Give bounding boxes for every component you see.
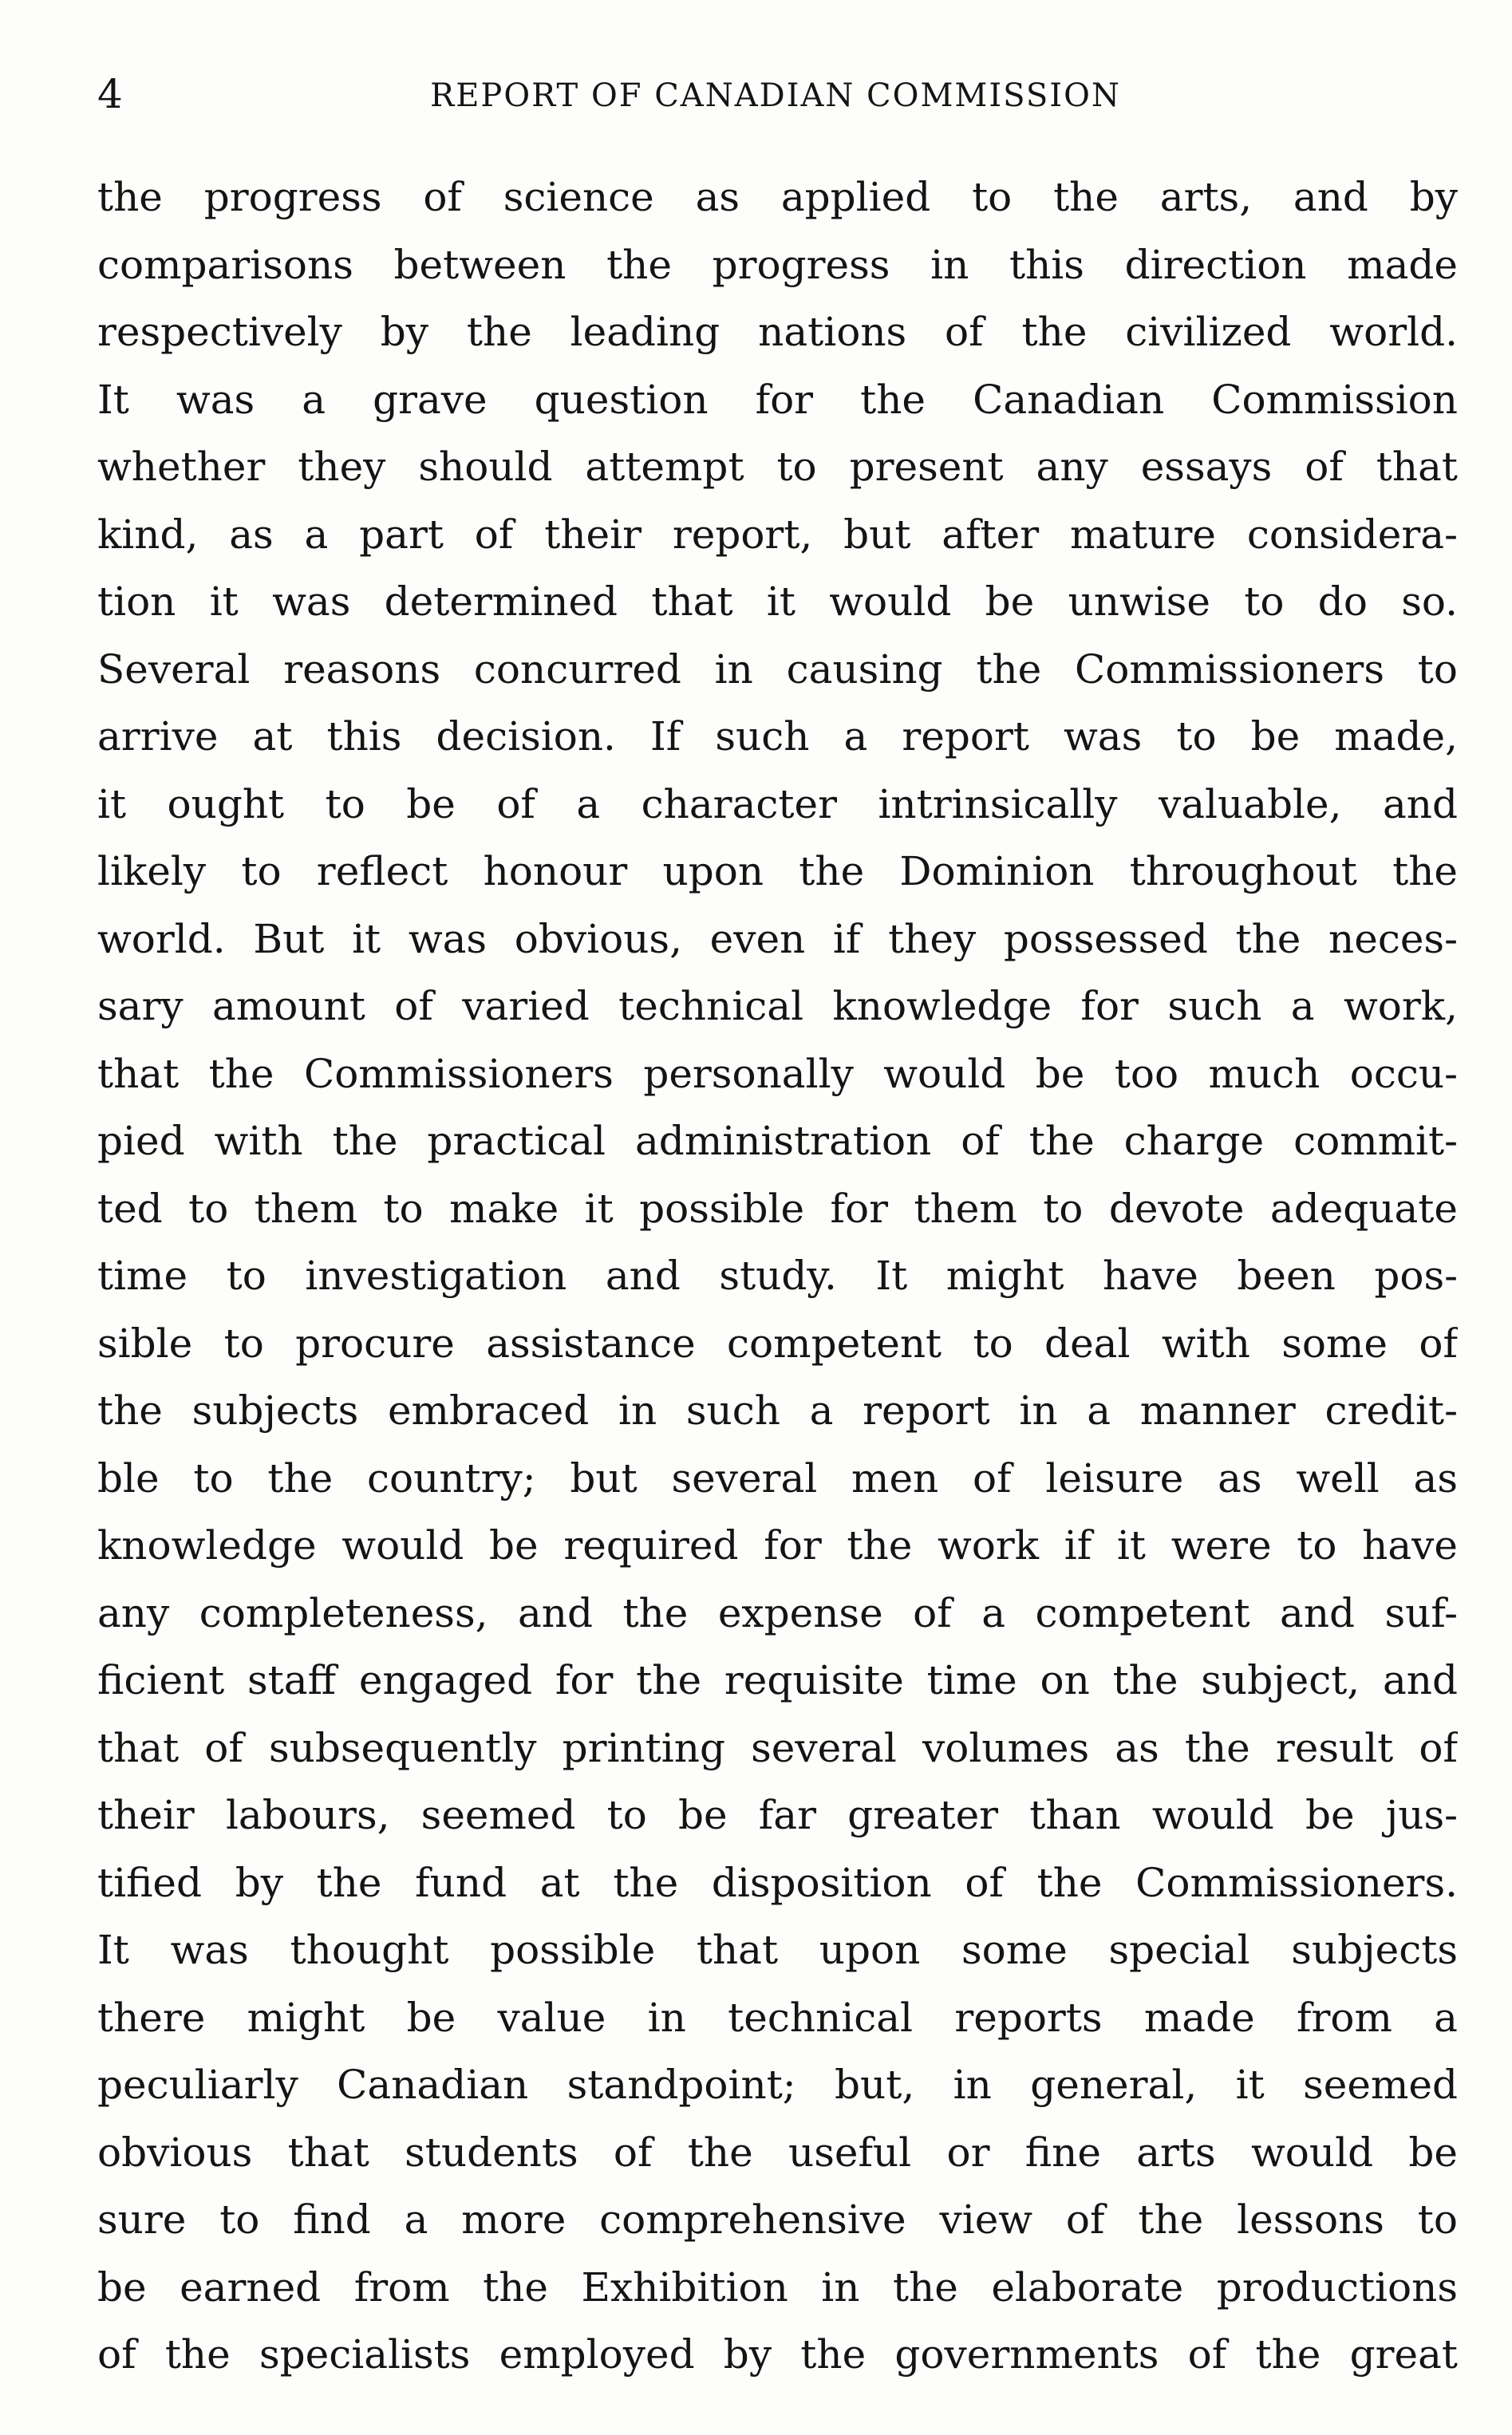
text-line: It was thought possible that upon some special subjects [97,1927,1458,1973]
text-line: sary amount of varied technical knowledge for such a work, [97,983,1458,1029]
text-line: peculiarly Canadian standpoint; but, in general, it seemed [97,2062,1458,2108]
page-header [97,70,1454,126]
text-line: the subjects embraced in such a report in a manner credit- [97,1387,1458,1434]
text-line: kind, as a part of their report, but after mature considera- [97,511,1458,558]
text-line: obvious that students of the useful or fine arts would be [97,2129,1458,2176]
text-line: sure to find a more comprehensive view of the lessons to [97,2196,1458,2243]
text-line: the progress of science as applied to the arts, and by [97,174,1458,220]
text-line: sible to procure assistance competent to deal with some of [97,1320,1458,1367]
text-line: of the specialists employed by the governments of the great [97,2331,1458,2378]
text-line: ted to them to make it possible for them to devote adequate [97,1185,1458,1232]
text-line: Several reasons concurred in causing the Commissioners to [97,645,1458,693]
text-line: that the Commissioners personally would be too much occu- [97,1050,1458,1097]
text-line: that of subsequently printing several volumes as the result of [97,1724,1458,1771]
text-line: tified by the fund at the disposition of the Commissioners. [97,1859,1458,1906]
text-line: comparisons between the progress in this direction made [97,241,1458,288]
text-line: whether they should attempt to present any essays of that [97,444,1458,490]
body-text [97,164,1458,2389]
text-line: It was a grave question for the Canadian Commission [97,376,1458,423]
text-line: knowledge would be required for the work if it were to have [97,1522,1458,1569]
text-line: any completeness, and the expense of a competent and suf- [97,1589,1458,1636]
text-line: respectively by the leading nations of the civilized world. [97,309,1458,355]
page-number: 4 [97,71,123,117]
text-line: time to investigation and study. It might have been pos- [97,1253,1458,1299]
text-line: likely to reflect honour upon the Dominion throughout the [97,848,1458,894]
text-line: ficient staff engaged for the requisite time on the subject, and [97,1657,1458,1703]
text-line: pied with the practical administration of the charge commit- [97,1118,1458,1164]
text-line: be earned from the Exhibition in the elaborate productions [97,2263,1458,2311]
running-head: REPORT OF CANADIAN COMMISSION [430,77,1121,114]
text-line: it ought to be of a character intrinsically valuable, and [97,780,1458,827]
text-line: world. But it was obvious, even if they possessed the neces- [97,915,1458,962]
text-line: ble to the country; but several men of leisure as well as [97,1454,1458,1502]
text-line: there might be value in technical reports made from a [97,1994,1458,2041]
text-line: tion it was determined that it would be unwise to do so. [97,578,1458,625]
text-line: arrive at this decision. If such a report was to be made, [97,713,1458,760]
text-line: their labours, seemed to be far greater than would be jus- [97,1792,1458,1838]
